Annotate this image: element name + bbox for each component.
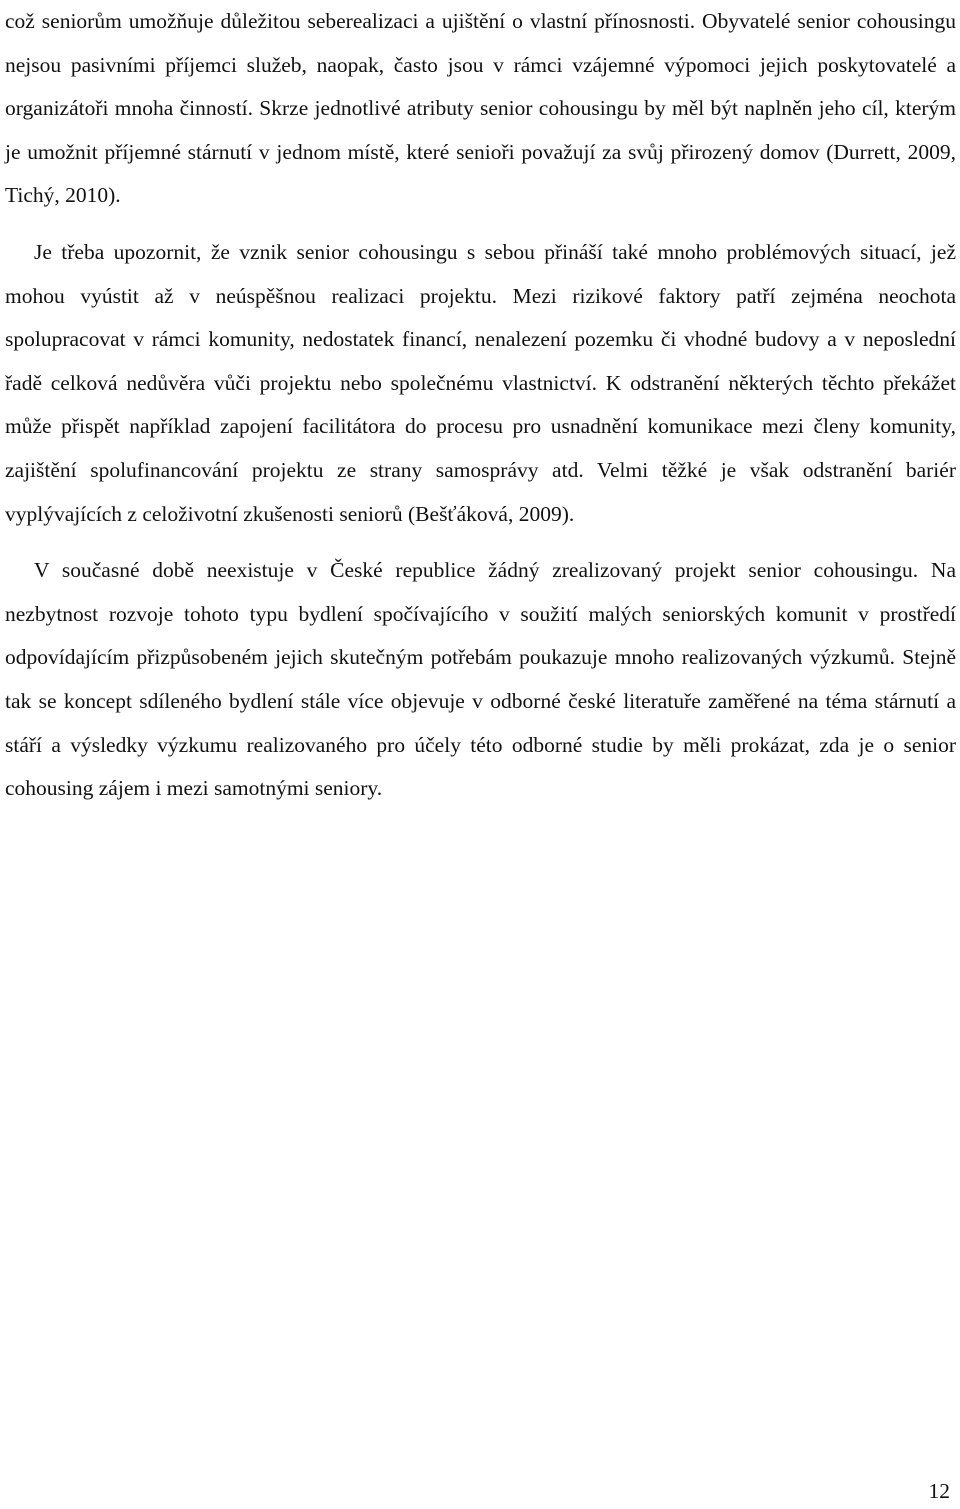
page-number: 12	[928, 1479, 950, 1503]
paragraph-2: Je třeba upozornit, že vznik senior cohousingu s sebou přináší také mnoho problémových situací, jež mohou vyústit až v neúspěšnou realizaci projektu. Mezi rizikové faktory patří zejména neochota spolupracovat v rámci komunity, nedostatek financí, nenalezení pozemku či vhodné budovy a v neposlední řadě celková nedůvěra vůči projektu nebo společnému vlastnictví. K odstranění některých těchto překážet může přispět například zapojení facilitátora do procesu pro usnadnění komunikace mezi členy komunity, zajištění spolufinancování projektu ze strany samosprávy atd. Velmi těžké je však odstranění bariér vyplývajících z celoživotní zkušenosti seniorů (Bešťáková, 2009).	[5, 239, 956, 526]
document-page	[5, 0, 956, 811]
paragraph-3: V současné době neexistuje v České republice žádný zrealizovaný projekt senior cohousingu. Na nezbytnost rozvoje tohoto typu bydlení spočívajícího v soužití malých seniorských komunit v prostředí odpovídajícím přizpůsobeném jejich skutečným potřebám poukazuje mnoho realizovaných výzkumů. Stejně tak se koncept sdíleného bydlení stále více objevuje v odborné české literatuře zaměřené na téma stárnutí a stáří a výsledky výzkumu realizovaného pro účely této odborné studie by měli prokázat, zda je o senior cohousing zájem i mezi samotnými seniory.	[5, 558, 956, 801]
paragraph-1: což seniorům umožňuje důležitou seberealizaci a ujištění o vlastní přínosnosti. Obyvatelé senior cohousingu nejsou pasivními příjemci služeb, naopak, často jsou v rámci vzájemné výpomoci jejich poskytovatelé a organizátoři mnoha činností. Skrze jednotlivé atributy senior cohousingu by měl být naplněn jeho cíl, kterým je umožnit příjemné stárnutí v jednom místě, které senioři považují za svůj přirozený domov (Durrett, 2009, Tichý, 2010).	[5, 9, 956, 208]
